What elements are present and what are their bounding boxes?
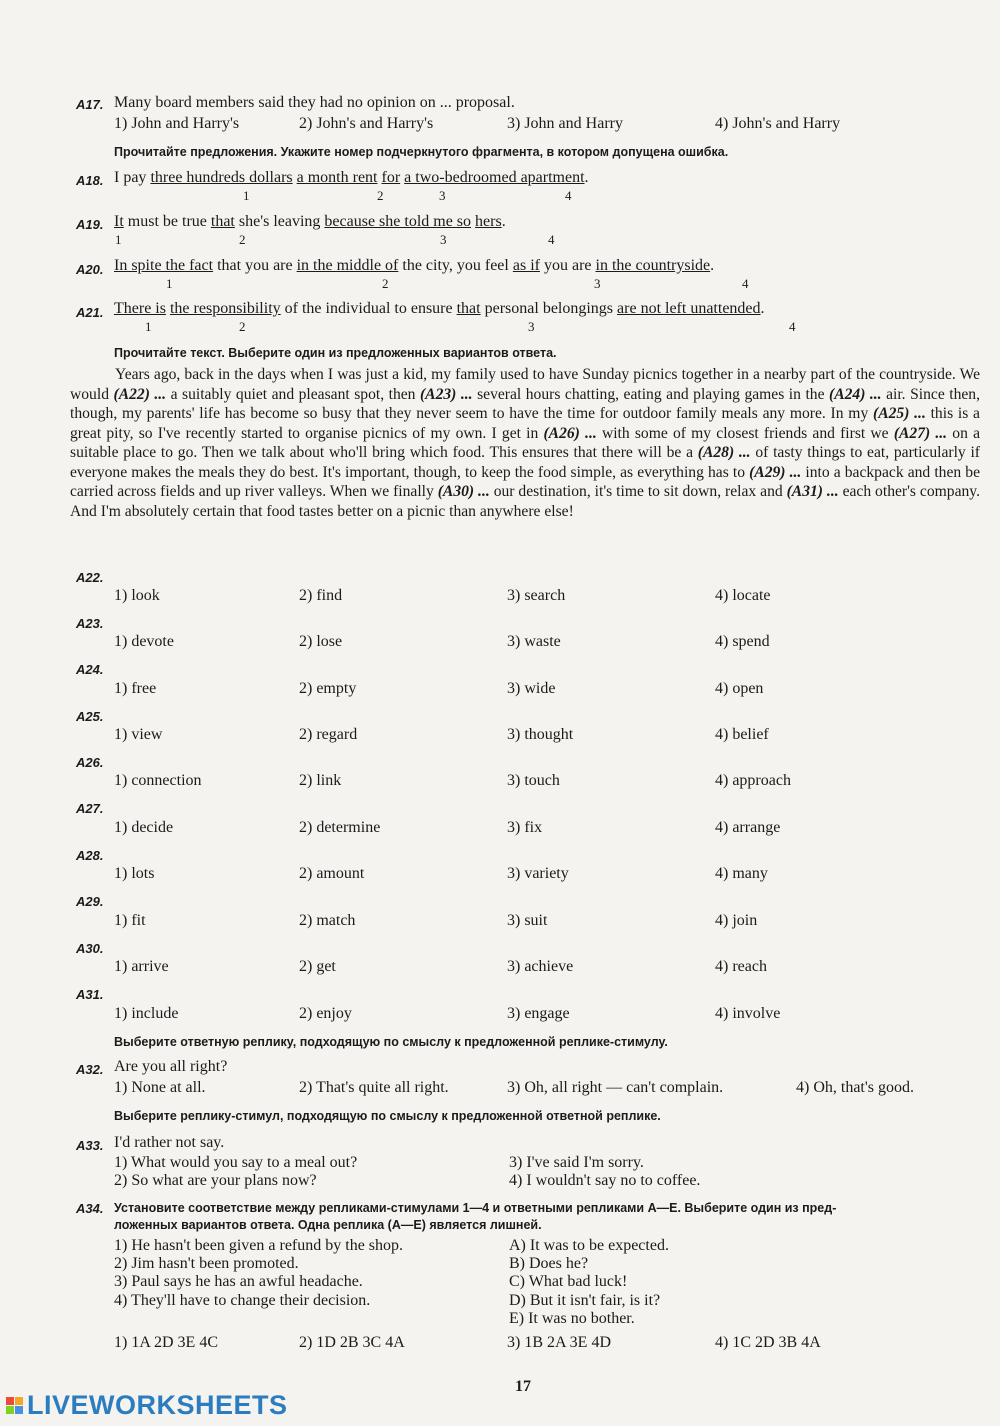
text-part: must be true — [123, 213, 211, 230]
question-text: Many board members said they had no opinion on ... proposal. — [114, 94, 515, 111]
fragment-number: 2 — [239, 319, 246, 334]
fragment-number: 1 — [115, 232, 122, 247]
option-1[interactable]: 1) free — [114, 680, 157, 697]
question-number: A34. — [76, 1201, 104, 1216]
gap-a30: (A30) ... — [437, 483, 490, 500]
option-4[interactable]: 4) locate — [715, 587, 771, 604]
option-1[interactable]: 1) John and Harry's — [114, 115, 240, 132]
option-3[interactable]: 3) John and Harry — [507, 115, 623, 132]
text-part: I pay — [114, 169, 151, 186]
underlined-fragment-1[interactable]: There is — [114, 300, 166, 317]
underlined-fragment-3[interactable]: for — [381, 169, 401, 186]
response-d: D) But it isn't fair, is it? — [509, 1292, 661, 1309]
question-sentence — [114, 257, 714, 275]
option-4[interactable]: 4) open — [715, 680, 764, 697]
question-number: A25. — [76, 709, 104, 724]
logo-square — [15, 1397, 23, 1405]
fragment-number: 1 — [243, 188, 250, 203]
option-3[interactable]: 3) waste — [507, 633, 561, 650]
stimulus-1: 1) He hasn't been given a refund by the shop. — [114, 1237, 404, 1254]
underlined-fragment-1[interactable]: It — [114, 213, 124, 230]
question-number: A21. — [76, 305, 104, 320]
option-2[interactable]: 2) John's and Harry's — [299, 115, 434, 132]
instruction: Прочитайте предложения. Укажите номер подчеркнутого фрагмента, в котором допущена ошибка. — [114, 145, 729, 159]
question-number: A17. — [76, 97, 104, 112]
option-2[interactable]: 2) match — [299, 912, 356, 929]
passage-text: several hours chatting, eating and playing games in the — [472, 385, 829, 403]
passage-text: with some of my closest friends and first we — [596, 424, 894, 442]
passage-text: Years ago, back in the days when I was just a kid, my family used to have Sunday picnics together in a nearby part of the countryside. We would — [70, 366, 980, 403]
fragment-number: 4 — [789, 319, 796, 334]
stimulus-3: 3) Paul says he has an awful headache. — [114, 1273, 363, 1290]
logo-square — [15, 1406, 23, 1414]
option-4[interactable]: 4) many — [715, 865, 768, 882]
text-part: she's leaving — [234, 213, 325, 230]
underlined-fragment-2[interactable]: that — [210, 213, 235, 230]
option-1[interactable]: 1) What would you say to a meal out? — [114, 1154, 358, 1171]
option-2[interactable]: 2) enjoy — [299, 1005, 352, 1022]
question-number: A30. — [76, 941, 104, 956]
question-number: A20. — [76, 262, 104, 277]
underlined-fragment-2[interactable]: in the middle of — [296, 257, 399, 274]
passage-text: a suitably quiet and pleasant spot, then — [166, 385, 420, 403]
instruction: Установите соответствие между репликами-стимулами 1—4 и ответными репликами А—Е. Выберите один из пред- — [114, 1201, 837, 1215]
reading-passage — [70, 365, 980, 521]
option-3[interactable]: 3) achieve — [507, 958, 574, 975]
logo-icon — [6, 1397, 23, 1414]
question-number: A32. — [76, 1062, 104, 1077]
gap-a31: (A31) ... — [786, 483, 839, 500]
option-1[interactable]: 1) None at all. — [114, 1079, 206, 1096]
response-c: C) What bad luck! — [509, 1273, 628, 1290]
instruction: Прочитайте текст. Выберите один из предложенных вариантов ответа. — [114, 346, 557, 360]
stimulus-2: 2) Jim hasn't been promoted. — [114, 1255, 299, 1272]
option-2[interactable]: 2) determine — [299, 819, 381, 836]
option-3[interactable]: 3) variety — [507, 865, 569, 882]
passage-text: this is a great pity, so I've recently started to organise picnics of my own. I get in — [70, 405, 980, 442]
option-3[interactable]: 3) engage — [507, 1005, 570, 1022]
text-part: you are — [539, 257, 596, 274]
question-number: A28. — [76, 848, 104, 863]
passage-text: into a backpack and then be carried across fields and up river valleys. When we finally — [70, 463, 980, 500]
fragment-number: 1 — [145, 319, 152, 334]
option-1[interactable]: 1) connection — [114, 772, 202, 789]
question-number: A24. — [76, 662, 104, 677]
logo-square — [6, 1397, 14, 1405]
option-3[interactable]: 3) touch — [507, 772, 560, 789]
page-number: 17 — [515, 1378, 531, 1395]
option-1[interactable]: 1) devote — [114, 633, 174, 650]
option-4[interactable]: 4) Oh, that's good. — [796, 1079, 914, 1096]
question-number: A18. — [76, 173, 104, 188]
gap-a24: (A24) ... — [829, 385, 882, 403]
question-text: I'd rather not say. — [114, 1134, 225, 1151]
gap-a28: (A28) ... — [697, 444, 751, 461]
underlined-fragment-3[interactable]: that — [456, 300, 481, 317]
gap-a25: (A25) ... — [873, 405, 926, 422]
option-1[interactable]: 1) lots — [114, 865, 155, 882]
underlined-fragment-3[interactable]: as if — [512, 257, 540, 274]
question-number: A33. — [76, 1138, 104, 1153]
option-4[interactable]: 4) I wouldn't say no to coffee. — [509, 1172, 701, 1189]
option-1[interactable]: 1) arrive — [114, 958, 169, 975]
option-4[interactable]: 4) join — [715, 912, 758, 929]
question-sentence — [114, 169, 589, 187]
text-part: . — [501, 213, 506, 230]
option-1[interactable]: 1) 1A 2D 3E 4C — [114, 1334, 218, 1351]
underlined-fragment-1[interactable]: In spite the fact — [114, 257, 214, 274]
option-2[interactable]: 2) find — [299, 587, 343, 604]
response-b: B) Does he? — [509, 1255, 589, 1272]
question-sentence — [114, 213, 506, 231]
option-1[interactable]: 1) view — [114, 726, 163, 743]
stimulus-4: 4) They'll have to change their decision. — [114, 1292, 371, 1309]
option-2[interactable]: 2) amount — [299, 865, 365, 882]
passage-text: each other's company. And I'm absolutely certain that food tastes better on a picnic than anywhere else! — [70, 483, 980, 520]
gap-a22: (A22) ... — [113, 385, 167, 403]
instruction: ложенных вариантов ответа. Одна реплика (А—Е) является лишней. — [114, 1218, 542, 1232]
fragment-number: 3 — [440, 232, 447, 247]
option-2[interactable]: 2) That's quite all right. — [299, 1079, 449, 1096]
gap-a23: (A23) ... — [419, 385, 473, 403]
passage-text: our destination, it's time to sit down, relax and — [489, 483, 787, 500]
underlined-fragment-4[interactable]: a two-bedroomed apartment — [404, 169, 585, 186]
option-4[interactable]: 4) 1C 2D 3B 4A — [715, 1334, 821, 1351]
logo-square — [6, 1406, 14, 1414]
fragment-number: 4 — [742, 276, 749, 291]
option-4[interactable]: 4) spend — [715, 633, 770, 650]
option-2[interactable]: 2) So what are your plans now? — [114, 1172, 317, 1189]
option-3[interactable]: 3) I've said I'm sorry. — [509, 1154, 644, 1171]
fragment-number: 2 — [377, 188, 384, 203]
question-sentence — [114, 300, 765, 318]
fragment-number: 1 — [166, 276, 173, 291]
fragment-number: 2 — [382, 276, 389, 291]
option-3[interactable]: 3) suit — [507, 912, 548, 929]
underlined-fragment-4[interactable]: are not left unattended — [617, 300, 761, 317]
question-number: A31. — [76, 987, 104, 1002]
text-part: . — [584, 169, 589, 186]
logo-text: LIVEWORKSHEETS — [27, 1390, 288, 1420]
option-4[interactable]: 4) involve — [715, 1005, 781, 1022]
option-4[interactable]: 4) John's and Harry — [715, 115, 841, 132]
text-part: . — [760, 300, 765, 317]
question-number: A22. — [76, 570, 104, 585]
question-number: A27. — [76, 801, 104, 816]
option-1[interactable]: 1) decide — [114, 819, 174, 836]
option-4[interactable]: 4) reach — [715, 958, 767, 975]
option-1[interactable]: 1) look — [114, 587, 160, 604]
response-e: E) It was no bother. — [509, 1310, 635, 1327]
option-3[interactable]: 3) wide — [507, 680, 556, 697]
gap-a29: (A29) ... — [749, 463, 802, 481]
option-2[interactable]: 2) get — [299, 958, 336, 975]
option-4[interactable]: 4) belief — [715, 726, 769, 743]
option-4[interactable]: 4) arrange — [715, 819, 781, 836]
passage-text: air. Since then, though, my parents' life has become so busy that they never seem to have the time for outdoor family meals any more. In my — [70, 385, 980, 422]
text-part: the city, you feel — [398, 257, 513, 274]
option-2[interactable]: 2) link — [299, 772, 342, 789]
option-2[interactable]: 2) regard — [299, 726, 358, 743]
passage-text: on a suitable place to go. Then we talk about who'll bring which food. This ensures that there will be a — [70, 424, 980, 461]
liveworksheets-logo — [6, 1390, 288, 1421]
question-text: Are you all right? — [114, 1058, 228, 1075]
fragment-number: 3 — [594, 276, 601, 291]
underlined-fragment-2[interactable]: the responsibility — [169, 300, 281, 317]
instruction: Выберите реплику-стимул, подходящую по смыслу к предложенной ответной реплике. — [114, 1109, 661, 1123]
question-number: A19. — [76, 217, 104, 232]
underlined-fragment-1[interactable]: three hundreds dollars — [150, 169, 293, 186]
fragment-number: 3 — [439, 188, 446, 203]
response-a: A) It was to be expected. — [509, 1237, 669, 1254]
option-3[interactable]: 3) search — [507, 587, 566, 604]
underlined-fragment-2[interactable]: a month rent — [296, 169, 378, 186]
option-2[interactable]: 2) 1D 2B 3C 4A — [299, 1334, 405, 1351]
fragment-number: 4 — [548, 232, 555, 247]
gap-a26: (A26) ... — [543, 424, 597, 442]
question-number: A29. — [76, 894, 104, 909]
option-2[interactable]: 2) empty — [299, 680, 357, 697]
option-2[interactable]: 2) lose — [299, 633, 343, 650]
instruction: Выберите ответную реплику, подходящую по смыслу к предложенной реплике-стимулу. — [114, 1035, 668, 1049]
text-part: personal belongings — [480, 300, 618, 317]
option-3[interactable]: 3) Oh, all right — can't complain. — [507, 1079, 724, 1096]
option-3[interactable]: 3) thought — [507, 726, 574, 743]
fragment-number: 2 — [239, 232, 246, 247]
text-part: . — [710, 257, 715, 274]
option-1[interactable]: 1) fit — [114, 912, 146, 929]
option-4[interactable]: 4) approach — [715, 772, 791, 789]
question-number: A26. — [76, 755, 104, 770]
text-part: of the individual to ensure — [280, 300, 457, 317]
question-number: A23. — [76, 616, 104, 631]
passage-text: of tasty things to eat, particularly if everyone makes the meals they do best. It's important, though, to keep the food simple, as everything has to — [70, 444, 980, 481]
underlined-fragment-3[interactable]: because she told me so — [324, 213, 472, 230]
option-3[interactable]: 3) fix — [507, 819, 543, 836]
gap-a27: (A27) ... — [893, 424, 948, 442]
text-part: that you are — [213, 257, 297, 274]
fragment-number: 4 — [565, 188, 572, 203]
underlined-fragment-4[interactable]: in the countryside — [595, 257, 711, 274]
fragment-number: 3 — [528, 319, 535, 334]
option-1[interactable]: 1) include — [114, 1005, 179, 1022]
option-3[interactable]: 3) 1B 2A 3E 4D — [507, 1334, 611, 1351]
underlined-fragment-4[interactable]: hers — [475, 213, 502, 230]
